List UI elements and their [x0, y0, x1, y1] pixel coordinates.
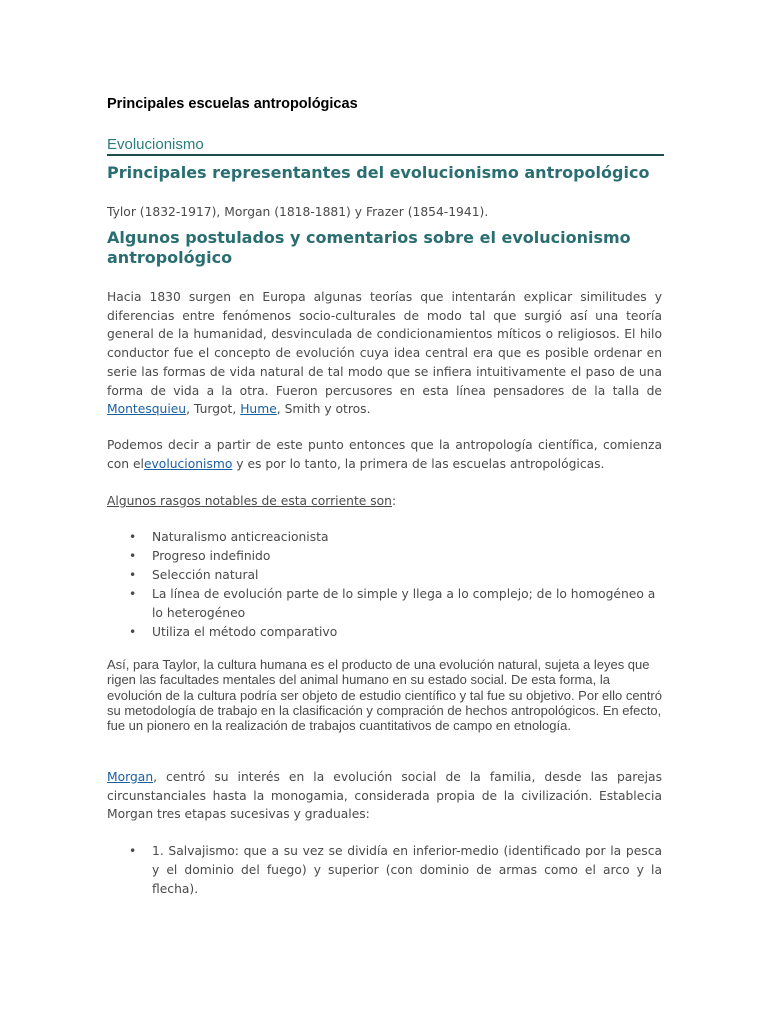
list-item [107, 623, 662, 642]
link-morgan[interactable]: Morgan [107, 770, 154, 784]
rasgos-intro-colon: : [391, 494, 397, 508]
list-item-text: Progreso indefinido [152, 548, 271, 563]
bullet-icon: • [129, 586, 137, 601]
paragraph-taylor: Así, para Taylor, la cultura humana es el producto de una evolución natural, sujeta a leyes que rigen las facultades mentales del animal humano en su estado social. De esta forma, la evolución de la cultura podría ser objeto de estudio científico y tal fue su objetivo. Por ello centró su metodología de trabajo en la clasificación y compración de hechos antropológicos. En efecto, fue un pionero en la realización de trabajos cuantitativos de campo en etnología. [107, 657, 662, 734]
section-title: Evolucionismo [107, 136, 204, 153]
bullet-icon: • [129, 624, 137, 639]
paragraph-morgan-text: , centró su interés en la evolución social de la familia, desde las parejas circunstanciales hasta la monogamia, considerada propia de la civilización. Establecia Morgan tres etapas sucesivas y graduales: [107, 770, 662, 822]
paragraph-antropologia-end: y es por lo tanto, la primera de las escuelas antropológicas. [232, 456, 605, 471]
paragraph-intro-mid: , Turgot, [186, 402, 241, 417]
list-item [107, 842, 662, 899]
paragraph-intro [107, 288, 662, 419]
bullet-icon: • [129, 548, 137, 563]
rasgos-intro [107, 492, 662, 511]
list-item-text: 1. Salvajismo: que a su vez se dividía en inferior-medio (identificado por la pesca y el dominio del fuego) y superior (con dominio de armas como el arco y la flecha). [152, 844, 662, 896]
rasgos-intro-text: Algunos rasgos notables de esta corriente son [107, 494, 392, 508]
list-item [107, 547, 662, 566]
heading-representantes: Principales representantes del evolucionismo antropológico [107, 163, 650, 182]
list-item-text: Utiliza el método comparativo [152, 624, 338, 639]
section-header [107, 134, 664, 156]
paragraph-intro-end: , Smith y otros. [276, 402, 371, 417]
list-item [107, 566, 662, 585]
paragraph-morgan [107, 768, 662, 824]
bullet-icon: • [129, 530, 137, 544]
document-title: Principales escuelas antropológicas [107, 96, 358, 112]
link-montesquieu[interactable]: Montesquieu [107, 402, 187, 417]
link-hume[interactable]: Hume [240, 402, 277, 417]
heading-postulados: Algunos postulados y comentarios sobre el evolucionismo antropológico [107, 228, 631, 267]
bullet-icon: • [129, 844, 137, 858]
list-item [107, 528, 662, 547]
bullet-icon: • [129, 567, 137, 582]
list-item [107, 585, 662, 623]
paragraph-antropologia [107, 436, 662, 473]
link-evolucionismo[interactable]: evolucionismo [143, 456, 233, 471]
list-item-text: Naturalismo anticreacionista [152, 530, 329, 544]
list-item-text: Selección natural [152, 567, 259, 582]
representantes-text: Tylor (1832-1917), Morgan (1818-1881) y Frazer (1854-1941). [107, 205, 489, 219]
rasgos-list [107, 528, 662, 641]
etapas-list [107, 842, 662, 899]
paragraph-antropologia-start: Podemos decir a partir de este punto entonces que la antropología científica, comienza con el [107, 438, 662, 471]
list-item-text: La línea de evolución parte de lo simple y llega a lo complejo; de lo homogéneo a lo heterogéneo [152, 586, 656, 620]
paragraph-intro-text: Hacia 1830 surgen en Europa algunas teorías que intentarán explicar similitudes y diferencias entre fenómenos socio-culturales de modo tal que surgió así una teoría general de la humanidad, desvinculada de condicionamientos míticos o religiosos. El hilo conductor fue el concepto de evolución cuya idea central era que es posible ordenar en serie las formas de vida natural de tal modo que se infiera intuitivamente el paso de una forma de vida a la otra. Fueron percusores en esta línea pensadores de la talla de [107, 290, 662, 398]
